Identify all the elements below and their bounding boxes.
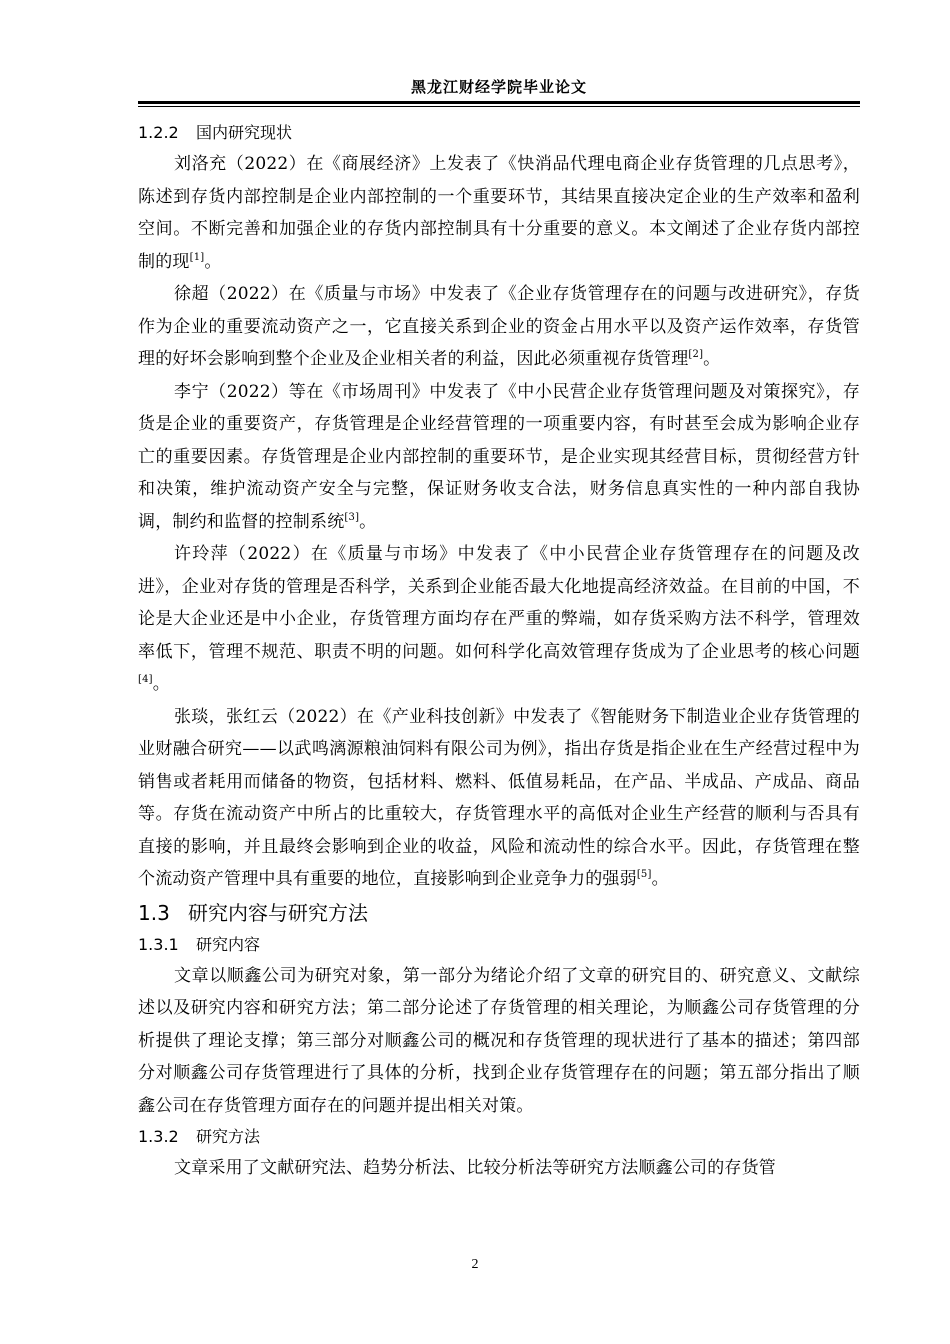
page-header: 黑龙江财经学院毕业论文 <box>410 78 587 96</box>
section-number: 1.2.2 <box>138 123 179 142</box>
section-number: 1.3.1 <box>138 934 179 954</box>
header-rule-thick <box>138 101 860 104</box>
section-title: 研究内容 <box>196 934 261 954</box>
section-heading-1-3-2 <box>138 1122 860 1152</box>
section-heading-1-3 <box>138 896 860 930</box>
header-rule-thin <box>138 106 860 107</box>
section-title: 研究方法 <box>196 1127 261 1146</box>
paragraph: 徐超（2022）在《质量与市场》中发表了《企业存货管理存在的问题与改进研究》，存货作为企业的重要流动资产之一，它直接关系到企业的资金占用水平以及资产运作效率，存货管理的好坏会影响到整个企业及企业相关者的利益，因此必须重视存货管理[2]。 <box>138 284 860 369</box>
page-body <box>138 118 860 1185</box>
citation: [3] <box>344 511 360 523</box>
paragraph: 李宁（2022）等在《市场周刊》中发表了《中小民营企业存货管理问题及对策探究》，存货是企业的重要资产，存货管理是企业经营管理的一项重要内容，有时甚至会成为影响企业存亡的重要因素。存货管理是企业内部控制的重要环节，是企业实现其经营目标，贯彻经营方针和决策，维护流动资产安全与完整，保证财务收支合法，财务信息真实性的一种内部自我协调，制约和监督的控制系统[3]。 <box>138 381 860 532</box>
paragraph: 刘洛充（2022）在《商展经济》上发表了《快消品代理电商企业存货管理的几点思考》，陈述到存货内部控制是企业内部控制的一个重要环节，其结果直接决定企业的生产效率和盈利空间。不断完善和加强企业的存货内部控制具有十分重要的意义。本文阐述了企业存货内部控制的现[1]。 <box>138 154 860 272</box>
citation: [4] <box>138 674 153 685</box>
paragraph: 文章采用了文献研究法、趋势分析法、比较分析法等研究方法顺鑫公司的存货管 <box>174 1158 776 1178</box>
paragraph: 文章以顺鑫公司为研究对象，第一部分为绪论介绍了文章的研究目的、研究意义、文献综述以及研究内容和研究方法；第二部分论述了存货管理的相关理论，为顺鑫公司存货管理的分析提供了理论支撑；第三部分对顺鑫公司的概况和存货管理的现状进行了基本的描述；第四部分对顺鑫公司存货管理进行了具体的分析，找到企业存货管理存在的问题；第五部分指出了顺鑫公司在存货管理方面存在的问题并提出相关对策。 <box>138 965 860 1116</box>
citation: [1] <box>189 251 205 263</box>
paragraph: 许玲萍（2022）在《质量与市场》中发表了《中小民营企业存货管理存在的问题及改进》，企业对存货的管理是否科学，关系到企业能否最大化地提高经济效益。在目前的中国，不论是大企业还是中小企业，存货管理方面均存在严重的弊端，如存货采购方法不科学，管理效率低下，管理不规范、职责不明的问题。如何科学化高效管理存货成为了企业思考的核心问题[4]。 <box>138 544 860 694</box>
section-number: 1.3.2 <box>138 1127 179 1146</box>
citation: [5] <box>636 869 652 880</box>
section-title: 国内研究现状 <box>196 123 293 142</box>
section-number: 1.3 <box>138 900 170 925</box>
page-number: 2 <box>471 1257 479 1272</box>
section-heading-1-3-1 <box>138 930 860 960</box>
citation: [2] <box>688 349 704 360</box>
section-heading-1-2-2 <box>138 118 860 148</box>
section-title: 研究内容与研究方法 <box>188 900 368 925</box>
paragraph: 张琰，张红云（2022）在《产业科技创新》中发表了《智能财务下制造业企业存货管理的业财融合研究——以武鸣漓源粮油饲料有限公司为例》，指出存货是指企业在生产经营过程中为销售或者耗用而储备的物资，包括材料、燃料、低值易耗品，在产品、半成品、产成品、商品等。存货在流动资产中所占的比重较大，存货管理水平的高低对企业生产经营的顺利与否具有直接的影响，并且最终会影响到企业的收益，风险和流动性的综合水平。因此，存货管理在整个流动资产管理中具有重要的地位，直接影响到企业竞争力的强弱[5]。 <box>138 706 860 889</box>
